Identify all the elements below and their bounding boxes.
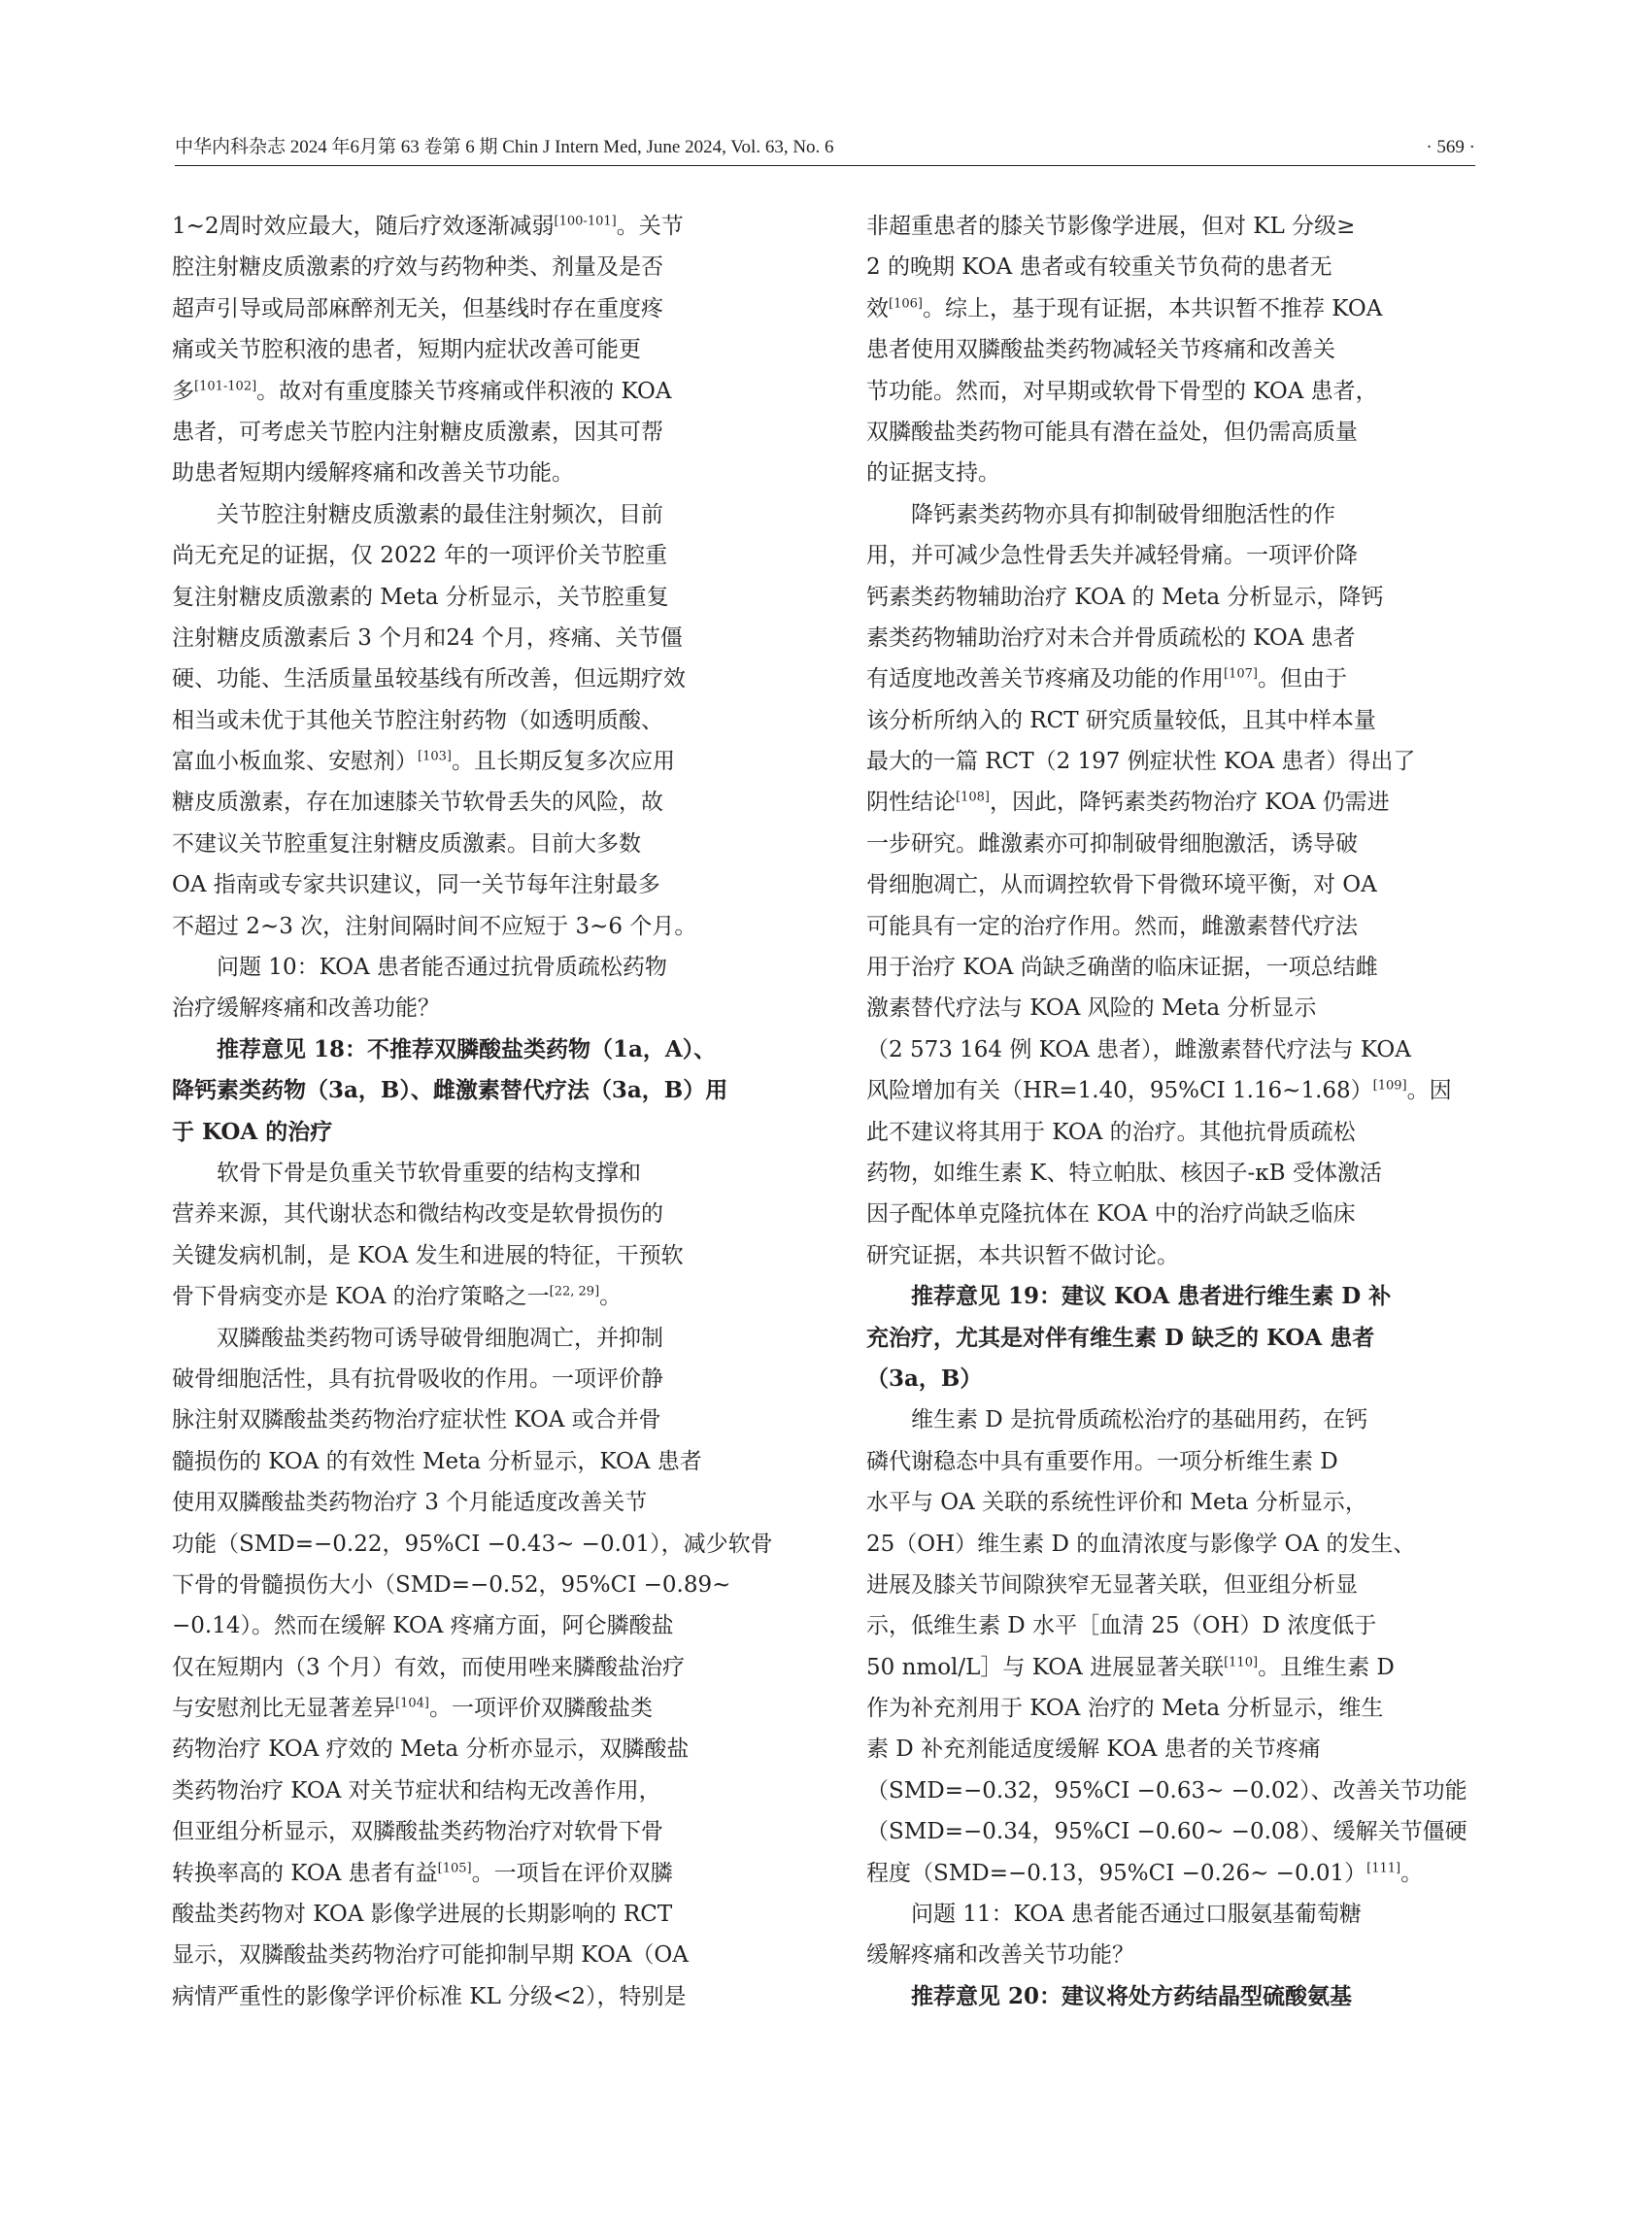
line-text-after: 。 — [599, 1284, 623, 1310]
text-line — [172, 371, 788, 412]
text-line — [172, 947, 788, 988]
text-line — [172, 1399, 788, 1440]
text-line — [172, 1235, 788, 1276]
text-line — [866, 988, 1482, 1028]
text-line — [172, 1770, 788, 1811]
text-line — [172, 1976, 788, 2017]
citation-ref: [22, 29] — [549, 1284, 600, 1299]
text-line — [866, 1153, 1482, 1194]
line-text: 治疗缓解疼痛和改善功能？ — [172, 995, 440, 1022]
line-text: 缓解疼痛和改善关节功能？ — [866, 1942, 1134, 1969]
line-text: 脉注射双膦酸盐类药物治疗症状性 KOA 或合并骨 — [172, 1407, 661, 1433]
citation-ref: [104] — [395, 1696, 429, 1711]
line-text: 功能（SMD=−0.22，95%CI −0.43~ −0.01），减少软骨 — [172, 1531, 773, 1557]
line-text: 该分析所纳入的 RCT 研究质量较低，且其中样本量 — [866, 707, 1376, 733]
text-line — [866, 1811, 1482, 1852]
text-line — [172, 577, 788, 618]
line-text: 问题 10：KOA 患者能否通过抗骨质疏松药物 — [172, 955, 667, 981]
text-line — [866, 1894, 1482, 1935]
line-text: 节功能。然而，对早期或软骨下骨型的 KOA 患者， — [866, 378, 1378, 404]
text-line — [866, 1482, 1482, 1523]
line-text: 25（OH）维生素 D 的血清浓度与影像学 OA 的发生、 — [866, 1531, 1416, 1557]
line-text: 助患者短期内缓解疼痛和改善关节功能。 — [172, 460, 574, 487]
text-line — [866, 329, 1482, 370]
text-line — [866, 1647, 1482, 1688]
line-text: 痛或关节腔积液的患者，短期内症状改善可能更 — [172, 337, 641, 363]
text-line — [172, 906, 788, 947]
line-text: 磷代谢稳态中具有重要作用。一项分析维生素 D — [866, 1448, 1338, 1474]
line-text: （SMD=−0.32，95%CI −0.63~ −0.02）、改善关节功能 — [866, 1777, 1467, 1804]
line-text: 相当或未优于其他关节腔注射药物（如透明质酸、 — [172, 707, 663, 733]
text-line — [172, 1853, 788, 1894]
line-text: 但亚组分析显示，双膦酸盐类药物治疗对软骨下骨 — [172, 1819, 663, 1845]
text-line — [866, 1276, 1482, 1317]
text-line — [172, 1441, 788, 1482]
line-text: 药物，如维生素 K、特立帕肽、核因子-κB 受体激活 — [866, 1160, 1382, 1186]
line-text: 超声引导或局部麻醉剂无关，但基线时存在重度疼 — [172, 295, 663, 321]
line-text: 1~2周时效应最大，随后疗效逐渐减弱 — [172, 214, 555, 239]
line-text: 程度（SMD=−0.13，95%CI −0.26~ −0.01） — [866, 1860, 1367, 1886]
text-line — [172, 1482, 788, 1523]
text-line — [172, 1070, 788, 1111]
text-line — [866, 658, 1482, 699]
line-text: 用于治疗 KOA 尚缺乏确凿的临床证据，一项总结雌 — [866, 955, 1378, 981]
text-line — [172, 1359, 788, 1399]
text-line — [866, 206, 1482, 247]
line-text: 研究证据，本共识暂不做讨论。 — [866, 1242, 1179, 1268]
text-line — [172, 206, 788, 247]
line-text: （3a，B） — [866, 1365, 983, 1392]
line-text-after: 。且维生素 D — [1258, 1654, 1395, 1680]
text-line — [172, 864, 788, 905]
line-text-after: 。一项旨在评价双膦 — [471, 1860, 673, 1886]
text-line — [172, 288, 788, 329]
line-text: 骨下骨病变亦是 KOA 的治疗策略之一 — [172, 1284, 550, 1310]
line-text: 患者使用双膦酸盐类药物减轻关节疼痛和改善关 — [866, 337, 1335, 363]
text-line — [172, 1935, 788, 1975]
line-text: 推荐意见 20：建议将处方药结晶型硫酸氨基 — [866, 1982, 1353, 2009]
citation-ref: [111] — [1366, 1860, 1401, 1875]
line-text: 问题 11：KOA 患者能否通过口服氨基葡萄糖 — [866, 1902, 1362, 1928]
line-text: 2 的晚期 KOA 患者或有较重关节负荷的患者无 — [866, 254, 1332, 281]
text-line — [172, 1605, 788, 1646]
text-line — [172, 824, 788, 864]
line-text-after: 。 — [1400, 1860, 1424, 1886]
line-text: 激素替代疗法与 KOA 风险的 Meta 分析显示 — [866, 995, 1317, 1022]
text-line — [172, 247, 788, 287]
line-text: 双膦酸盐类药物可诱导破骨细胞凋亡，并抑制 — [172, 1325, 663, 1351]
line-text: 双膦酸盐类药物可能具有潜在益处，但仍需高质量 — [866, 419, 1358, 445]
text-line — [172, 535, 788, 576]
text-line — [172, 741, 788, 782]
text-line — [172, 1153, 788, 1194]
text-line — [866, 412, 1482, 453]
line-text: 糖皮质激素，存在加速膝关节软骨丢失的风险，故 — [172, 790, 663, 816]
line-text: 充治疗，尤其是对伴有维生素 D 缺乏的 KOA 患者 — [866, 1324, 1375, 1351]
page-number: · 569 · — [1426, 137, 1475, 157]
text-line — [866, 1524, 1482, 1565]
citation-ref: [108] — [956, 790, 990, 805]
line-text: 患者，可考虑关节腔内注射糖皮质激素，因其可帮 — [172, 419, 663, 445]
citation-ref: [103] — [418, 749, 452, 764]
line-text: 尚无充足的证据，仅 2022 年的一项评价关节腔重 — [172, 543, 668, 569]
text-line — [866, 1935, 1482, 1975]
text-line — [172, 1647, 788, 1688]
text-line — [866, 1441, 1482, 1482]
line-text: 病情严重性的影像学评价标准 KL 分级<2），特别是 — [172, 1983, 687, 2009]
line-text: 维生素 D 是抗骨质疏松治疗的基础用药，在钙 — [866, 1407, 1368, 1433]
line-text: 显示，双膦酸盐类药物治疗可能抑制早期 KOA（OA — [172, 1942, 689, 1969]
text-line — [866, 824, 1482, 864]
running-header — [175, 134, 1475, 166]
text-line — [172, 1276, 788, 1317]
line-text-after: ，因此，降钙素类药物治疗 KOA 仍需进 — [989, 790, 1390, 816]
text-line — [172, 700, 788, 741]
line-text-after: 。且长期反复多次应用 — [451, 749, 675, 775]
text-line — [172, 618, 788, 658]
citation-ref: [101-102] — [194, 378, 257, 393]
line-text: 降钙素类药物亦具有抑制破骨细胞活性的作 — [866, 501, 1335, 527]
text-line — [172, 782, 788, 823]
line-text: 硬、功能、生活质量虽较基线有所改善，但远期疗效 — [172, 666, 686, 692]
line-text: 推荐意见 18：不推荐双膦酸盐类药物（1a，A）、 — [172, 1035, 717, 1062]
line-text: 类药物治疗 KOA 对关节症状和结构无改善作用， — [172, 1777, 661, 1804]
line-text: 最大的一篇 RCT（2 197 例症状性 KOA 患者）得出了 — [866, 749, 1416, 775]
journal-citation: 中华内科杂志 2024 年6月第 63 卷第 6 期 Chin J Intern Med, June 2024, Vol. 63, No. 6 — [175, 137, 834, 157]
line-text: 与安慰剂比无显著差异 — [172, 1696, 395, 1722]
line-text: 因子配体单克隆抗体在 KOA 中的治疗尚缺乏临床 — [866, 1201, 1356, 1228]
text-line — [866, 906, 1482, 947]
text-line — [866, 947, 1482, 988]
text-line — [866, 1565, 1482, 1605]
line-text: 50 nmol/L］与 KOA 进展显著关联 — [866, 1654, 1225, 1680]
line-text: 进展及膝关节间隙狭窄无显著关联，但亚组分析显 — [866, 1571, 1358, 1598]
text-line — [172, 412, 788, 453]
line-text: 用，并可减少急性骨丢失并减轻骨痛。一项评价降 — [866, 543, 1358, 569]
text-line — [866, 577, 1482, 618]
line-text: 营养来源，其代谢状态和微结构改变是软骨损伤的 — [172, 1201, 663, 1228]
text-line — [172, 1112, 788, 1153]
line-text: 药物治疗 KOA 疗效的 Meta 分析亦显示，双膦酸盐 — [172, 1736, 690, 1763]
text-line — [866, 1070, 1482, 1111]
text-line — [866, 741, 1482, 782]
text-line — [866, 247, 1482, 287]
text-line — [866, 1729, 1482, 1770]
text-line — [172, 1688, 788, 1729]
citation-ref: [106] — [889, 296, 923, 312]
text-line — [866, 1112, 1482, 1153]
line-text: 一步研究。雌激素亦可抑制破骨细胞激活，诱导破 — [866, 830, 1358, 857]
text-line — [172, 658, 788, 699]
line-text: 转换率高的 KOA 患者有益 — [172, 1860, 438, 1886]
line-text: （2 573 164 例 KOA 患者），雌激素替代疗法与 KOA — [866, 1036, 1411, 1062]
line-text: 于 KOA 的治疗 — [172, 1118, 333, 1145]
line-text: 关键发病机制，是 KOA 发生和进展的特征，干预软 — [172, 1242, 684, 1268]
text-line — [866, 288, 1482, 329]
line-text: 破骨细胞活性，具有抗骨吸收的作用。一项评价静 — [172, 1365, 663, 1392]
line-text: 下骨的骨髓损伤大小（SMD=−0.52，95%CI −0.89~ — [172, 1571, 731, 1598]
line-text: 的证据支持。 — [866, 460, 1000, 487]
text-line — [172, 1894, 788, 1935]
line-text: −0.14）。然而在缓解 KOA 疼痛方面，阿仑膦酸盐 — [172, 1613, 674, 1639]
text-line — [172, 494, 788, 535]
line-text: 风险增加有关（HR=1.40，95%CI 1.16~1.68） — [866, 1078, 1373, 1104]
line-text: 钙素类药物辅助治疗 KOA 的 Meta 分析显示，降钙 — [866, 584, 1384, 610]
text-line — [866, 700, 1482, 741]
line-text: 髓损伤的 KOA 的有效性 Meta 分析显示，KOA 患者 — [172, 1448, 702, 1474]
line-text: OA 指南或专家共识建议，同一关节每年注射最多 — [172, 872, 660, 898]
line-text: 可能具有一定的治疗作用。然而，雌激素替代疗法 — [866, 913, 1358, 939]
line-text-after: 。但由于 — [1257, 666, 1347, 692]
line-text: 不建议关节腔重复注射糖皮质激素。目前大多数 — [172, 830, 641, 857]
line-text: 关节腔注射糖皮质激素的最佳注射频次，目前 — [172, 501, 663, 527]
citation-ref: [110] — [1224, 1655, 1259, 1670]
line-text: 不超过 2~3 次，注射间隔时间不应短于 3~6 个月。 — [172, 913, 697, 939]
text-line — [172, 1029, 788, 1070]
text-line — [172, 453, 788, 493]
text-line — [866, 1318, 1482, 1359]
line-text: 推荐意见 19：建议 KOA 患者进行维生素 D 补 — [866, 1283, 1392, 1310]
right-column — [866, 206, 1482, 2017]
line-text: 素类药物辅助治疗对未合并骨质疏松的 KOA 患者 — [866, 624, 1356, 651]
line-text: 示，低维生素 D 水平［血清 25（OH）D 浓度低于 — [866, 1613, 1377, 1639]
text-line — [866, 1605, 1482, 1646]
line-text: 有适度地改善关节疼痛及功能的作用 — [866, 666, 1224, 692]
line-text: 作为补充剂用于 KOA 治疗的 Meta 分析显示，维生 — [866, 1696, 1384, 1722]
text-line — [172, 1729, 788, 1770]
text-line — [866, 1853, 1482, 1894]
text-line — [172, 1194, 788, 1234]
line-text: 腔注射糖皮质激素的疗效与药物种类、剂量及是否 — [172, 254, 663, 281]
line-text: 富血小板血浆、安慰剂） — [172, 749, 418, 775]
text-line — [172, 988, 788, 1028]
line-text: 使用双膦酸盐类药物治疗 3 个月能适度改善关节 — [172, 1490, 648, 1516]
line-text-after: 。因 — [1406, 1078, 1452, 1104]
citation-ref: [105] — [437, 1860, 472, 1875]
text-line — [866, 494, 1482, 535]
line-text-after: 。故对有重度膝关节疼痛或伴积液的 KOA — [256, 378, 672, 404]
line-text: 复注射糖皮质激素的 Meta 分析显示，关节腔重复 — [172, 584, 669, 610]
line-text: 素 D 补充剂能适度缓解 KOA 患者的关节疼痛 — [866, 1736, 1321, 1763]
text-line — [866, 1194, 1482, 1234]
text-line — [866, 618, 1482, 658]
citation-ref: [109] — [1372, 1078, 1407, 1094]
text-line — [866, 864, 1482, 905]
line-text: 效 — [866, 295, 889, 321]
text-line — [866, 1688, 1482, 1729]
text-line — [172, 1811, 788, 1852]
line-text: 酸盐类药物对 KOA 影像学进展的长期影响的 RCT — [172, 1902, 673, 1928]
line-text: 降钙素类药物（3a，B）、雌激素替代疗法（3a，B）用 — [172, 1077, 728, 1104]
text-line — [172, 1565, 788, 1605]
line-text: 非超重患者的膝关节影像学进展，但对 KL 分级≥ — [866, 214, 1356, 239]
citation-ref: [107] — [1224, 666, 1258, 682]
text-line — [866, 1235, 1482, 1276]
text-line — [866, 1770, 1482, 1811]
text-line — [866, 1399, 1482, 1440]
line-text: 此不建议将其用于 KOA 的治疗。其他抗骨质疏松 — [866, 1119, 1356, 1145]
line-text: 阴性结论 — [866, 790, 956, 816]
line-text: 水平与 OA 关联的系统性评价和 Meta 分析显示， — [866, 1490, 1367, 1516]
line-text: 注射糖皮质激素后 3 个月和24 个月，疼痛、关节僵 — [172, 624, 683, 651]
text-line — [866, 453, 1482, 493]
text-line — [866, 1976, 1482, 2017]
text-line — [866, 1029, 1482, 1070]
line-text: （SMD=−0.34，95%CI −0.60~ −0.08）、缓解关节僵硬 — [866, 1819, 1467, 1845]
text-line — [866, 782, 1482, 823]
text-line — [866, 1359, 1482, 1399]
citation-ref: [100-101] — [554, 214, 617, 229]
text-line — [172, 1524, 788, 1565]
line-text-after: 。综上，基于现有证据，本共识暂不推荐 KOA — [922, 295, 1383, 321]
left-column — [172, 206, 788, 2017]
line-text: 仅在短期内（3 个月）有效，而使用唑来膦酸盐治疗 — [172, 1654, 685, 1680]
text-line — [866, 535, 1482, 576]
line-text: 多 — [172, 378, 194, 404]
line-text-after: 。关节 — [616, 214, 684, 239]
line-text: 骨细胞凋亡，从而调控软骨下骨微环境平衡，对 OA — [866, 872, 1377, 898]
line-text: 软骨下骨是负重关节软骨重要的结构支撑和 — [172, 1160, 641, 1186]
text-line — [866, 371, 1482, 412]
text-line — [172, 1318, 788, 1359]
line-text-after: 。一项评价双膦酸盐类 — [428, 1696, 653, 1722]
text-line — [172, 329, 788, 370]
